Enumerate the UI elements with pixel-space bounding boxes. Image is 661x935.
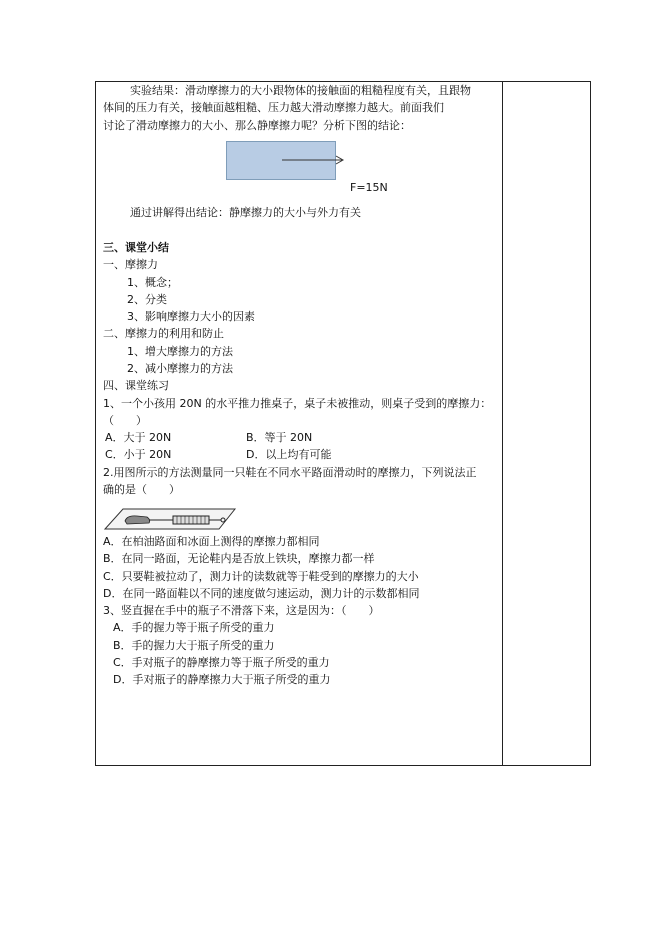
q1-stem: 1、一个小孩用 20N 的水平推力推桌子，桌子未被推动，则桌子受到的摩擦力： xyxy=(103,397,492,410)
summary-item: 2、分类 xyxy=(127,293,167,306)
force-label: F=15N xyxy=(350,181,388,194)
conclusion-text: 通过讲解得出结论：静摩擦力的大小与外力有关 xyxy=(130,206,361,219)
q3-option-d: D．手对瓶子的静摩擦力大于瓶子所受的重力 xyxy=(113,673,331,686)
q3-option-c: C．手对瓶子的静摩擦力等于瓶子所受的重力 xyxy=(113,656,330,669)
q1-option-c: C．小于 20N xyxy=(105,448,172,461)
experiment-line-2: 体间的压力有关，接触面越粗糙、压力越大滑动摩擦力越大。前面我们 xyxy=(103,101,444,114)
q3-option-a: A．手的握力等于瓶子所受的重力 xyxy=(113,621,275,634)
q2-stem: 2.用图所示的方法测量同一只鞋在不同水平路面滑动时的摩擦力，下列说法正 xyxy=(103,466,477,479)
q1-option-d: D．以上均有可能 xyxy=(246,448,332,461)
summary-section-1: 一、摩擦力 xyxy=(103,258,158,271)
q2-option-d: D．在同一路面鞋以不同的速度做匀速运动，测力计的示数都相同 xyxy=(103,587,420,600)
q3-stem: 3、竖直握在手中的瓶子不滑落下来，这是因为：（ ） xyxy=(103,604,380,617)
shoe-spring-scale-icon xyxy=(103,507,238,531)
q2-option-a: A．在柏油路面和冰面上测得的摩擦力都相同 xyxy=(103,535,320,548)
experiment-line-1: 实验结果：滑动摩擦力的大小跟物体的接触面的粗糙程度有关，且跟物 xyxy=(130,84,471,97)
q2-option-b: B．在同一路面，无论鞋内是否放上铁块，摩擦力都一样 xyxy=(103,552,375,565)
q3-option-b: B．手的握力大于瓶子所受的重力 xyxy=(113,639,275,652)
q2-option-c: C．只要鞋被拉动了，测力计的读数就等于鞋受到的摩擦力的大小 xyxy=(103,570,419,583)
summary-heading: 三、课堂小结 xyxy=(103,241,169,254)
summary-section-2: 二、摩擦力的利用和防止 xyxy=(103,327,224,340)
column-divider xyxy=(502,81,503,766)
q1-stem-bracket: （ ） xyxy=(103,414,147,427)
q2-stem-cont: 确的是（ ） xyxy=(103,483,180,496)
summary-item: 3、影响摩擦力大小的因素 xyxy=(127,310,255,323)
experiment-line-3: 讨论了滑动摩擦力的大小、那么静摩擦力呢？分析下图的结论： xyxy=(103,119,411,132)
summary-item: 1、概念； xyxy=(127,276,178,289)
summary-item: 1、增大摩擦力的方法 xyxy=(127,345,233,358)
q1-option-a: A．大于 20N xyxy=(105,431,172,444)
force-arrow-icon xyxy=(280,154,352,166)
summary-item: 2、减小摩擦力的方法 xyxy=(127,362,233,375)
q1-option-b: B．等于 20N xyxy=(246,431,313,444)
summary-section-4: 四、课堂练习 xyxy=(103,379,169,392)
